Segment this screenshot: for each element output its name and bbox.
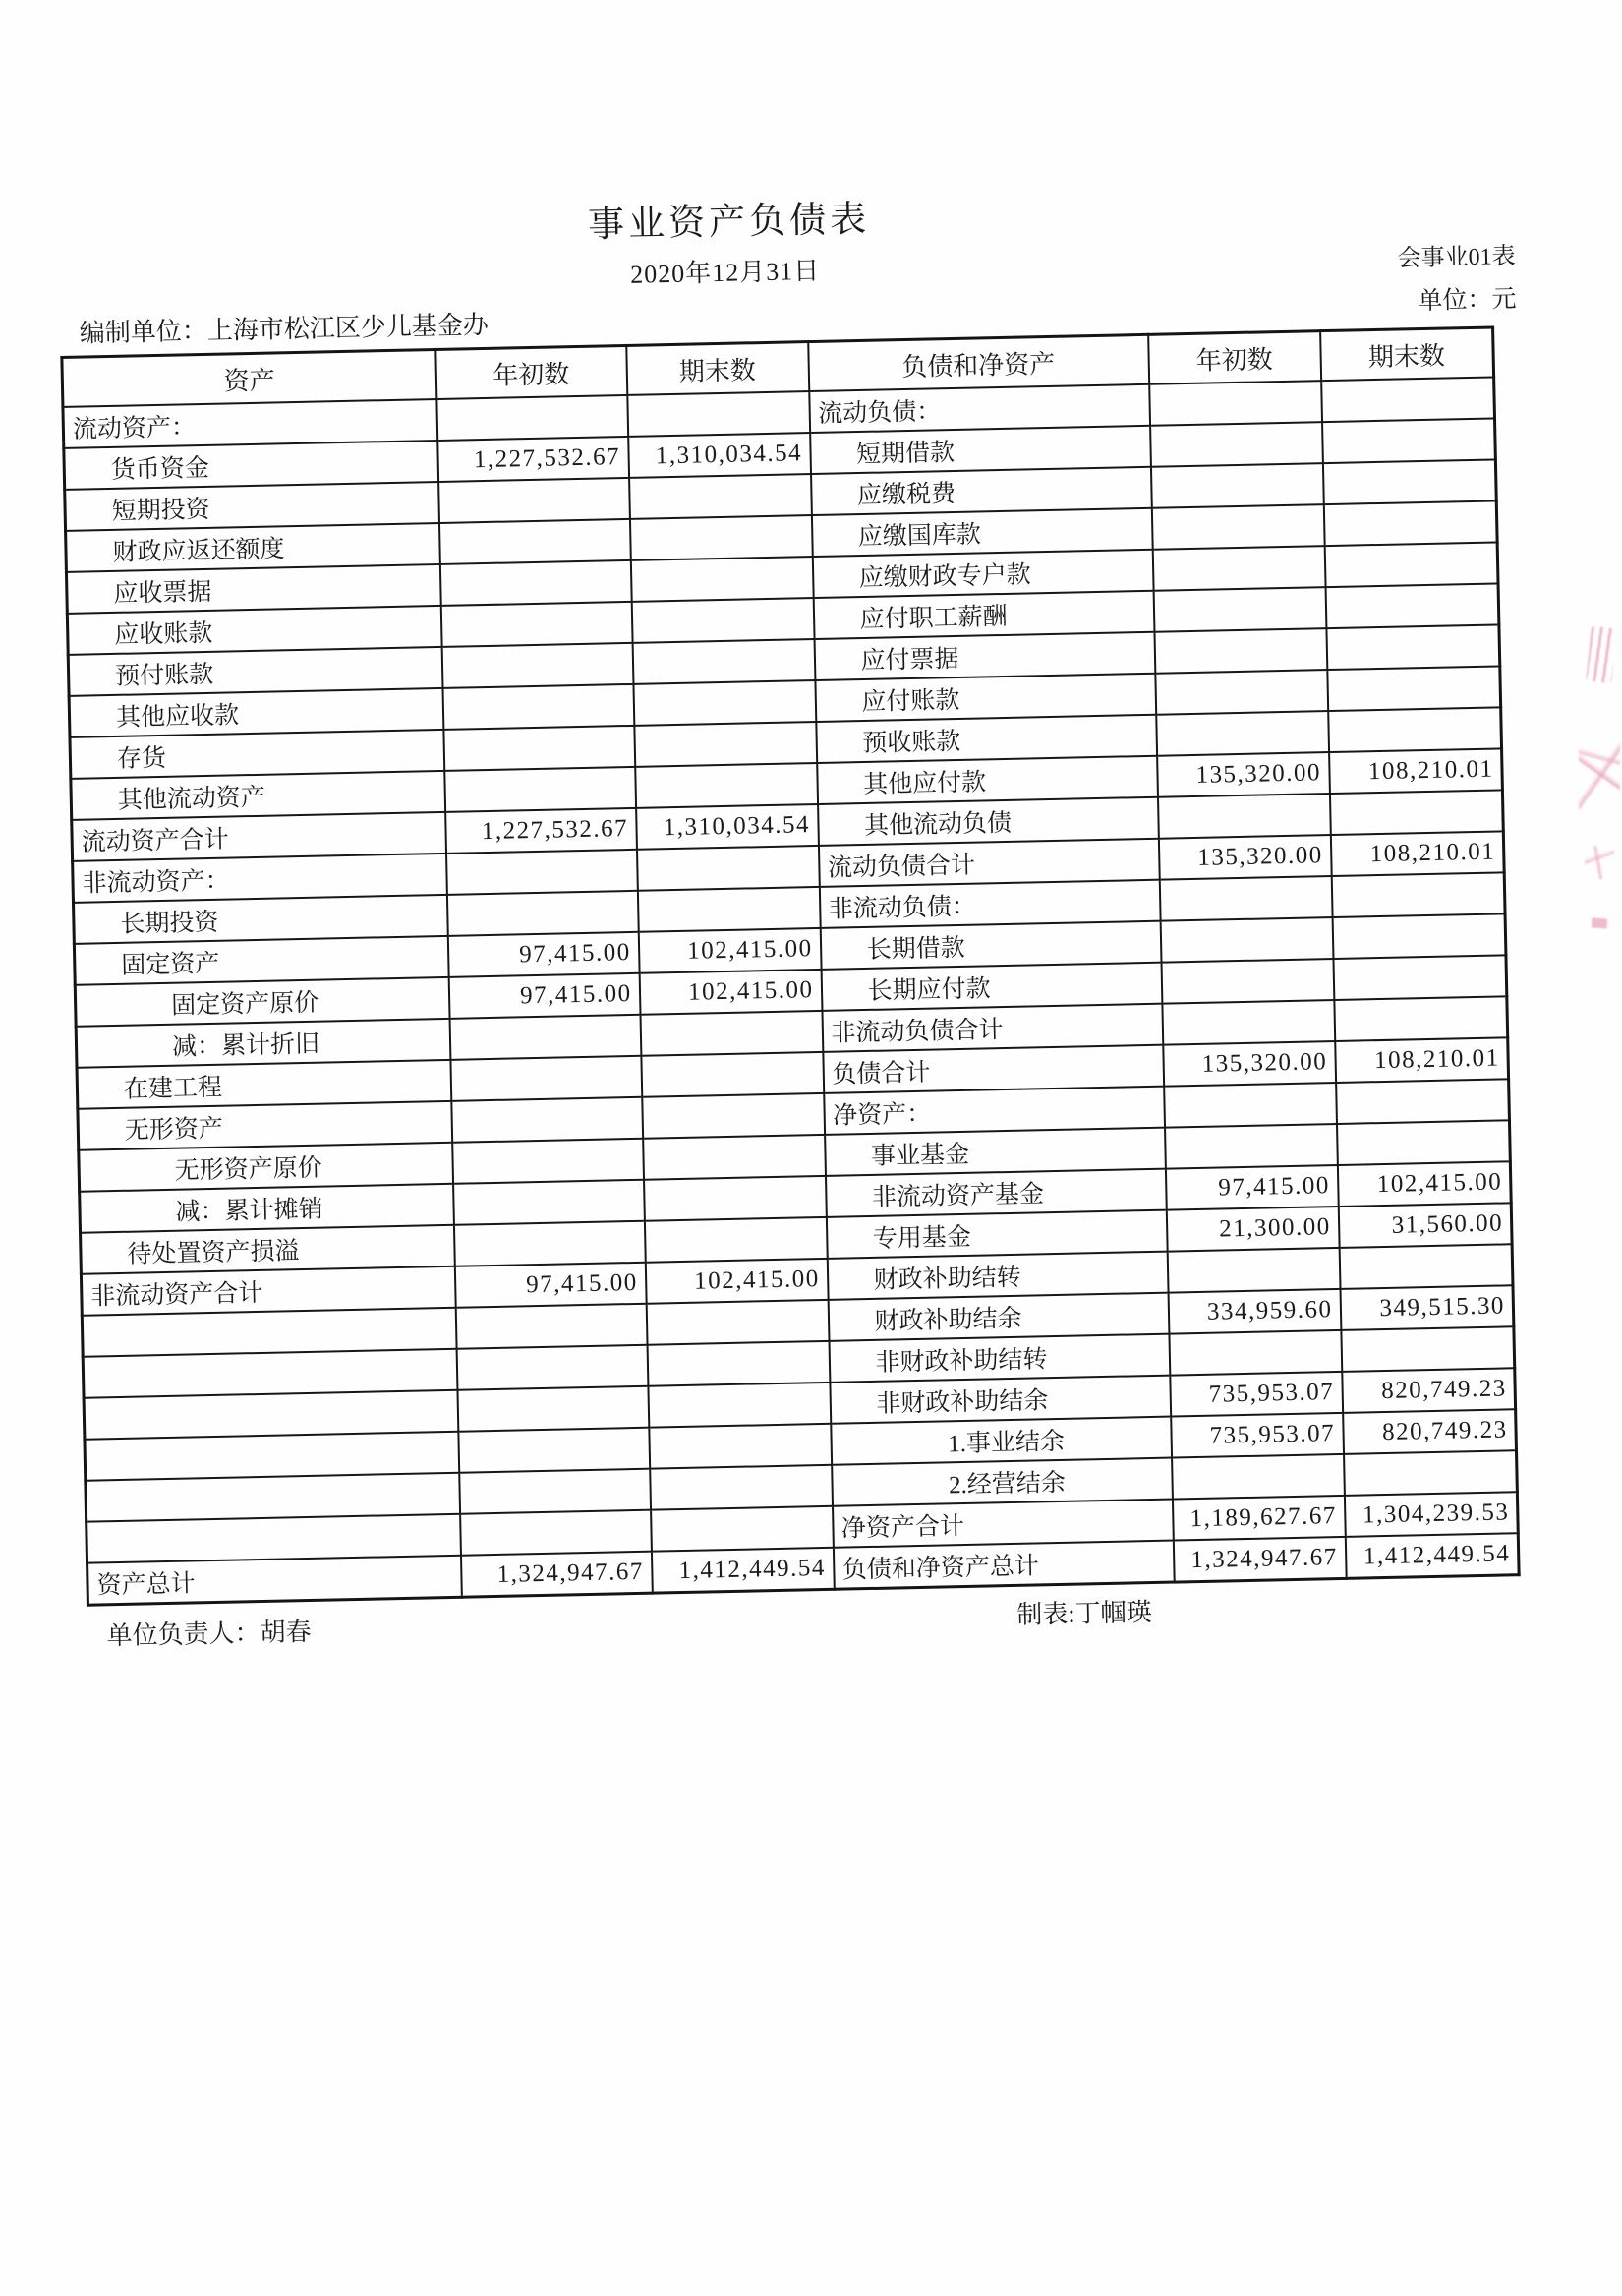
asset-end-value-cell [631, 598, 814, 643]
liability-end-value-cell [1323, 500, 1497, 546]
asset-begin-value-cell: 1,227,532.67 [437, 437, 629, 482]
liability-begin-value-cell [1153, 587, 1326, 632]
asset-label-cell: 应收票据 [66, 564, 440, 614]
asset-label-cell: 应收账款 [67, 606, 441, 655]
asset-end-value-cell [636, 846, 819, 891]
asset-end-value-cell [646, 1300, 829, 1345]
asset-end-value-cell [644, 1176, 827, 1221]
asset-end-value-cell [634, 722, 817, 767]
asset-end-value-cell [649, 1424, 832, 1469]
prepared-by-value: 上海市松江区少儿基金办 [206, 310, 490, 345]
liability-end-value-cell [1332, 913, 1506, 959]
liability-begin-value-cell: 735,953.07 [1171, 1413, 1344, 1458]
asset-label-cell: 资产总计 [87, 1556, 462, 1605]
liability-end-value-cell: 102,415.00 [1337, 1161, 1511, 1207]
liability-label-cell: 长期借款 [820, 921, 1161, 970]
asset-end-value-cell [640, 1011, 823, 1056]
asset-end-value-cell [637, 887, 820, 932]
asset-end-value-cell: 102,415.00 [639, 970, 822, 1015]
red-stamp-artifact [1587, 917, 1613, 929]
asset-label-cell: 预付账款 [68, 647, 442, 696]
header-end-year-right: 期末数 [1320, 327, 1494, 381]
asset-end-value-cell [633, 680, 816, 726]
liability-begin-value-cell [1157, 794, 1330, 839]
asset-end-value-cell [643, 1135, 826, 1180]
liability-end-value-cell [1322, 459, 1496, 504]
asset-end-value-cell: 102,415.00 [638, 928, 821, 973]
liability-begin-value-cell [1161, 959, 1334, 1004]
liability-begin-value-cell [1162, 1000, 1335, 1045]
asset-begin-value-cell: 97,415.00 [454, 1263, 646, 1308]
asset-begin-value-cell [457, 1386, 649, 1432]
liability-begin-value-cell [1160, 917, 1333, 963]
asset-label-cell: 其他流动资产 [71, 771, 445, 820]
balance-sheet-table [60, 325, 1520, 1606]
asset-begin-value-cell: 97,415.00 [447, 932, 639, 977]
asset-begin-value-cell [450, 1056, 642, 1101]
liability-end-value-cell [1328, 707, 1502, 752]
scan-content [57, 183, 1518, 1654]
liability-begin-value-cell: 1,189,627.67 [1172, 1496, 1345, 1541]
asset-begin-value-cell: 1,227,532.67 [445, 808, 637, 854]
asset-begin-value-cell [451, 1097, 643, 1143]
asset-begin-value-cell [446, 891, 638, 936]
liability-begin-value-cell [1164, 1083, 1337, 1128]
liability-begin-value-cell: 135,320.00 [1157, 752, 1330, 797]
header-begin-year-left: 年初数 [435, 345, 627, 399]
asset-label-cell: 财政应返还额度 [66, 523, 440, 572]
liability-label-cell: 净资产合计 [833, 1500, 1174, 1548]
asset-end-value-cell [629, 515, 812, 560]
liability-begin-value-cell [1172, 1454, 1345, 1500]
liability-label-cell: 负债合计 [823, 1045, 1164, 1093]
asset-label-cell: 流动资产： [63, 399, 437, 448]
liability-end-value-cell: 820,749.23 [1342, 1368, 1516, 1413]
liability-end-value-cell: 820,749.23 [1343, 1409, 1517, 1454]
liability-label-cell: 非流动负债： [819, 880, 1160, 928]
table-maker: 制表:丁帼瑛 [1016, 1598, 1152, 1629]
liability-label-cell: 2.经营结余 [832, 1458, 1173, 1506]
asset-end-value-cell [629, 474, 812, 519]
liability-label-cell: 应缴税费 [811, 467, 1152, 515]
liability-begin-value-cell [1151, 504, 1324, 550]
asset-label-cell: 无形资产 [78, 1101, 452, 1150]
liability-end-value-cell: 108,210.01 [1329, 748, 1503, 794]
asset-begin-value-cell [438, 478, 630, 523]
asset-end-value-cell [632, 639, 815, 684]
asset-end-value-cell [650, 1465, 833, 1510]
red-stamp-artifact [1585, 846, 1614, 879]
asset-label-cell: 货币资金 [64, 441, 438, 490]
liability-label-cell: 流动负债合计 [818, 839, 1159, 887]
liability-end-value-cell [1331, 872, 1505, 917]
asset-label-cell: 存货 [70, 730, 444, 779]
liability-end-value-cell [1324, 542, 1498, 587]
asset-begin-value-cell: 1,324,947.67 [460, 1552, 652, 1598]
asset-label-cell: 短期投资 [65, 482, 439, 531]
liability-begin-value-cell [1156, 711, 1329, 756]
liability-end-value-cell: 108,210.01 [1335, 1037, 1509, 1083]
asset-end-value-cell [641, 1052, 824, 1097]
liability-begin-value-cell [1159, 876, 1332, 921]
liability-end-value-cell [1333, 955, 1507, 1000]
liability-begin-value-cell [1152, 546, 1325, 591]
liability-label-cell: 财政补助结余 [828, 1293, 1169, 1341]
liability-label-cell: 应缴财政专户款 [812, 550, 1153, 598]
liability-label-cell: 应缴国库款 [811, 508, 1152, 557]
liability-end-value-cell [1325, 583, 1499, 628]
liability-label-cell: 非财政补助结转 [829, 1334, 1170, 1383]
liability-label-cell: 负债和净资产总计 [833, 1541, 1174, 1590]
liability-label-cell: 非流动负债合计 [822, 1004, 1163, 1052]
liability-end-value-cell [1321, 377, 1495, 422]
asset-label-cell: 减：累计折旧 [76, 1019, 450, 1068]
header-end-year-left: 期末数 [626, 342, 809, 395]
liability-label-cell: 其他流动负债 [818, 797, 1159, 846]
asset-end-value-cell [642, 1093, 825, 1139]
asset-begin-value-cell [444, 767, 636, 812]
asset-label-cell: 非流动资产合计 [81, 1266, 455, 1316]
liability-end-value-cell: 31,560.00 [1338, 1203, 1512, 1248]
liability-end-value-cell: 108,210.01 [1330, 831, 1504, 876]
asset-end-value-cell: 102,415.00 [645, 1259, 828, 1304]
liability-end-value-cell: 1,412,449.54 [1345, 1533, 1519, 1578]
liability-begin-value-cell [1169, 1330, 1342, 1376]
liability-label-cell: 长期应付款 [821, 963, 1162, 1011]
asset-begin-value-cell [456, 1345, 648, 1390]
liability-begin-value-cell [1154, 628, 1327, 674]
header-begin-year-right: 年初数 [1148, 331, 1321, 384]
liability-begin-value-cell: 135,320.00 [1163, 1041, 1336, 1087]
liability-end-value-cell [1329, 790, 1503, 835]
liability-begin-value-cell [1165, 1124, 1338, 1169]
liability-label-cell: 事业基金 [825, 1128, 1166, 1176]
liability-label-cell: 非流动资产基金 [825, 1169, 1166, 1217]
red-stamp-artifact [1586, 626, 1617, 683]
liability-begin-value-cell: 135,320.00 [1158, 835, 1331, 880]
asset-begin-value-cell [436, 395, 628, 441]
asset-begin-value-cell [453, 1221, 645, 1266]
asset-begin-value-cell [455, 1304, 647, 1349]
red-stamp-artifact [1579, 730, 1620, 810]
liability-label-cell: 非财政补助结余 [830, 1376, 1171, 1424]
asset-label-cell: 固定资产原价 [75, 977, 449, 1027]
liability-label-cell: 净资产： [824, 1087, 1165, 1135]
asset-end-value-cell [647, 1341, 830, 1386]
asset-begin-value-cell [453, 1180, 645, 1225]
asset-begin-value-cell [458, 1428, 650, 1473]
liability-end-value-cell [1334, 996, 1508, 1041]
asset-begin-value-cell [459, 1469, 651, 1514]
liability-end-value-cell [1339, 1244, 1513, 1289]
liability-label-cell: 应付票据 [814, 632, 1155, 680]
asset-end-value-cell [630, 557, 813, 602]
liability-end-value-cell [1327, 666, 1501, 711]
prepared-by-line [79, 300, 489, 360]
report-header [57, 183, 1517, 356]
asset-label-cell: 在建工程 [77, 1060, 451, 1109]
liability-end-value-cell [1341, 1326, 1515, 1372]
liability-end-value-cell [1322, 418, 1496, 463]
liability-begin-value-cell: 735,953.07 [1170, 1372, 1343, 1417]
asset-label-cell: 长期投资 [73, 895, 447, 944]
liability-end-value-cell [1344, 1450, 1518, 1496]
liability-label-cell: 专用基金 [826, 1210, 1167, 1259]
liability-label-cell: 应付账款 [815, 674, 1156, 722]
asset-label-cell: 减：累计摊销 [80, 1184, 454, 1233]
liability-begin-value-cell [1167, 1248, 1340, 1293]
asset-begin-value-cell [449, 1015, 641, 1060]
form-code: 会事业01表 [1397, 243, 1516, 272]
liability-label-cell: 应付职工薪酬 [813, 591, 1154, 639]
asset-end-value-cell [627, 391, 810, 437]
liability-begin-value-cell: 21,300.00 [1166, 1207, 1339, 1252]
liability-label-cell: 财政补助结转 [827, 1252, 1168, 1300]
asset-begin-value-cell [442, 684, 634, 730]
liability-end-value-cell [1336, 1079, 1510, 1124]
liability-end-value-cell [1336, 1120, 1510, 1165]
header-assets: 资产 [62, 350, 436, 407]
liability-begin-value-cell [1150, 463, 1323, 508]
asset-end-value-cell: 1,310,034.54 [636, 804, 819, 850]
liability-label-cell: 1.事业结余 [831, 1417, 1172, 1465]
liability-begin-value-cell: 97,415.00 [1165, 1165, 1338, 1210]
prepared-by-label: 编制单位： [79, 316, 208, 348]
asset-end-value-cell: 1,310,034.54 [628, 433, 811, 478]
asset-label-cell: 流动资产合计 [72, 812, 446, 861]
liability-begin-value-cell: 1,324,947.67 [1173, 1537, 1346, 1582]
page-title: 事业资产负债表 [587, 199, 871, 246]
asset-begin-value-cell [452, 1139, 644, 1184]
liability-begin-value-cell [1155, 670, 1328, 715]
asset-begin-value-cell [446, 850, 638, 895]
asset-begin-value-cell [443, 726, 635, 771]
report-date: 2020年12月31日 [629, 256, 821, 289]
liability-begin-value-cell: 334,959.60 [1168, 1289, 1341, 1334]
liability-label-cell: 预收账款 [816, 715, 1157, 763]
balance-table-body [63, 377, 1519, 1605]
asset-end-value-cell: 1,412,449.54 [651, 1548, 834, 1593]
header-liabilities-net-assets: 负债和净资产 [808, 334, 1149, 391]
responsible-person: 单位负责人：胡春 [106, 1617, 312, 1651]
asset-end-value-cell [651, 1506, 834, 1552]
asset-label-cell: 其他应收款 [69, 688, 443, 737]
asset-begin-value-cell [439, 560, 631, 606]
liability-end-value-cell: 1,304,239.53 [1344, 1492, 1518, 1537]
liability-label-cell: 短期借款 [810, 426, 1151, 474]
liability-begin-value-cell [1149, 381, 1322, 426]
asset-begin-value-cell [441, 643, 633, 688]
asset-end-value-cell [644, 1217, 827, 1263]
asset-label-cell: 无形资产原价 [79, 1143, 453, 1192]
liability-label-cell: 其他应付款 [817, 756, 1158, 804]
asset-begin-value-cell: 97,415.00 [448, 973, 640, 1019]
asset-begin-value-cell [438, 519, 630, 564]
asset-begin-value-cell [440, 602, 632, 647]
liability-end-value-cell [1326, 624, 1500, 670]
asset-end-value-cell [648, 1383, 831, 1428]
asset-label-cell: 非流动资产： [73, 854, 447, 903]
asset-label-cell: 待处置资产损溢 [81, 1225, 455, 1274]
asset-end-value-cell [635, 763, 818, 808]
unit-label: 单位：元 [1418, 285, 1517, 316]
liability-begin-value-cell [1150, 422, 1323, 467]
asset-label-cell: 固定资产 [74, 936, 448, 985]
liability-label-cell: 流动负债： [809, 384, 1150, 433]
asset-begin-value-cell [460, 1510, 652, 1556]
liability-end-value-cell: 349,515.30 [1340, 1285, 1514, 1330]
